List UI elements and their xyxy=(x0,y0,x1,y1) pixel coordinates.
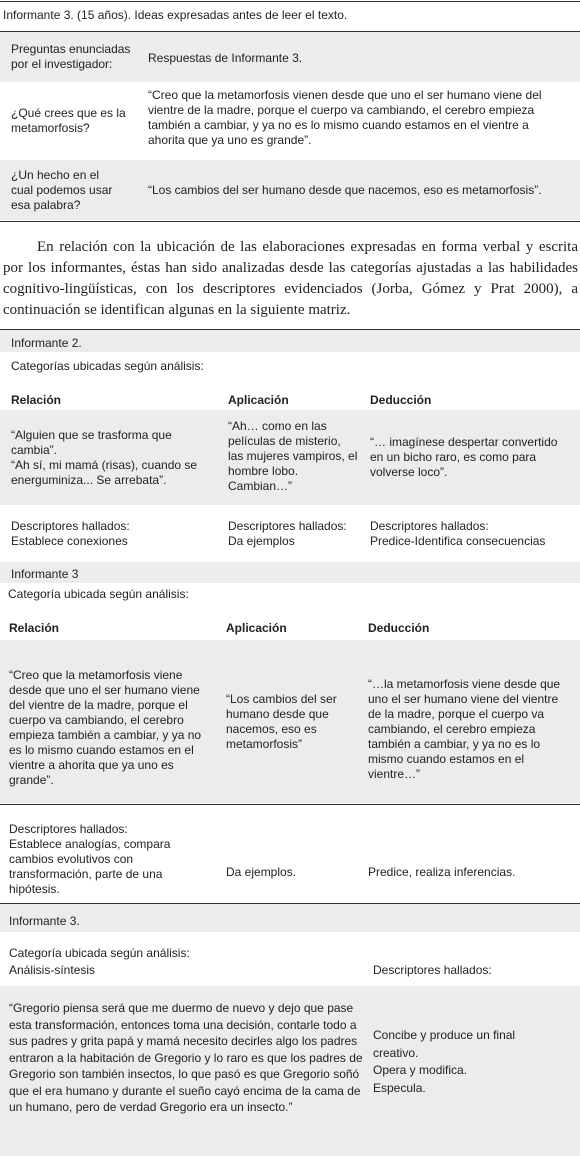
rule xyxy=(0,804,580,805)
quote-relacion: “Creo que la metamorfosis viene desde que uno el ser humano viene del vientre de la madre, porque el cuerpo va cambiando, el cerebro empieza también a cambiar, y ya no es lo mismo cuando estamos en el vientre a ahorita que ya uno es grande”. xyxy=(9,668,202,787)
matrix-subtitle: Categoría ubicada según análisis: xyxy=(9,946,190,960)
header-questions: Preguntas enunciadas por el investigador: xyxy=(11,42,131,71)
column-relacion: Relación xyxy=(11,393,62,407)
matrix-subtitle: Categoría ubicada según análisis: xyxy=(8,587,189,601)
rule xyxy=(0,1,580,2)
descriptor-relacion: Descriptores hallados: Establece conexiones xyxy=(11,519,130,548)
body-paragraph: En relación con la ubicación de las elaboraciones expresadas en forma verbal y escrita por los informantes, éstas han sido analizadas desde las categorías ajustadas a las habilidades cognitivo-lingüísticas, con los descriptores evidenciados (Jorba, Gómez y Prat 2000), a continuación se identifican algunas en la siguiente matriz. xyxy=(3,239,578,318)
column-relacion: Relación xyxy=(9,621,60,635)
rule xyxy=(0,221,580,222)
matrix-subtitle: Categorías ubicadas según análisis: xyxy=(11,359,204,373)
descriptors-list: Concibe y produce un final creativo. Opera y modifica. Especula. xyxy=(373,1028,516,1095)
matrix-title-bar xyxy=(0,330,580,352)
matrix-title: Informante 2. xyxy=(11,336,82,350)
descriptor-deduccion: Predice, realiza inferencias. xyxy=(368,865,516,879)
descriptor-relacion: Descriptores hallados: Establece analogías, compara cambios evolutivos con transformación, parte de una hipótesis. xyxy=(9,822,171,896)
answer-cell: “Creo que la metamorfosis vienen desde que uno el ser humano viene del vientre de la madre, porque el cuerpo va cambiando, el cerebro empieza también a cambiar, y ya no es lo mismo cuando estamos en el vientre a ahorita que ya uno es grande”. xyxy=(148,88,542,147)
answer-cell: “Los cambios del ser humano desde que nacemos, eso es metamorfosis”. xyxy=(148,183,542,197)
quote-relacion: “Alguien que se trasforma que cambia”. “Ah sí, mi mamá (risas), cuando se energuminiza... Se arrebata”. xyxy=(11,428,198,487)
table-caption: Informante 3. (15 años). Ideas expresadas antes de leer el texto. xyxy=(3,8,348,22)
matrix-title-bar xyxy=(0,562,580,583)
column-aplicacion: Aplicación xyxy=(228,393,289,407)
quote-aplicacion: “Ah… como en las películas de misterio, las mujeres vampiros, el hombre lobo. Cambian…” xyxy=(228,419,358,493)
column-deduccion: Deducción xyxy=(370,393,432,407)
descriptor-aplicacion: Descriptores hallados: Da ejemplos xyxy=(228,519,347,548)
descriptor-deduccion: Descriptores hallados: Predice-Identifica consecuencias xyxy=(370,519,546,548)
matrix-title-bar xyxy=(0,904,580,932)
descriptors-header: Descriptores hallados: xyxy=(373,963,492,977)
quote-deduccion: “…la metamorfosis viene desde que uno el ser humano viene del vientre de la madre, porque el cuerpo va cambiando, el cerebro empieza también a cambiar, y ya no es lo mismo cuando estamos en el vientre…” xyxy=(368,677,561,781)
matrix-title: Informante 3. xyxy=(9,914,80,928)
category-label: Análisis-síntesis xyxy=(9,963,96,977)
quote-analisis: “Gregorio piensa será que me duermo de nuevo y dejo que pase esta transformación, entonces toma una decisión, contarle todo a sus padres y grita papá y mamá necesito decirles algo los padres entraron a la habitación de Gregorio y lo raro es que los padres de Gregorio son también insectos, lo que pasó es que Gregorio soñó que el era humano y durante el sueño cayó encima de la cama de un humano, pero de verdad Gregorio era un insecto.” xyxy=(9,1001,363,1114)
column-aplicacion: Aplicación xyxy=(226,621,287,635)
descriptor-aplicacion: Da ejemplos. xyxy=(226,865,297,879)
matrix-title: Informante 3 xyxy=(11,567,79,581)
question-cell: ¿Un hecho en el cual podemos usar esa palabra? xyxy=(11,168,113,212)
quote-aplicacion: “Los cambios del ser humano desde que nacemos, eso es metamorfosis” xyxy=(226,692,337,751)
header-answers: Respuestas de Informante 3. xyxy=(148,51,303,65)
column-deduccion: Deducción xyxy=(368,621,430,635)
question-cell: ¿Qué crees que es la metamorfosis? xyxy=(11,106,126,135)
quote-deduccion: “… imagínese despertar convertido en un bicho raro, es como para volverse loco”. xyxy=(370,435,558,479)
